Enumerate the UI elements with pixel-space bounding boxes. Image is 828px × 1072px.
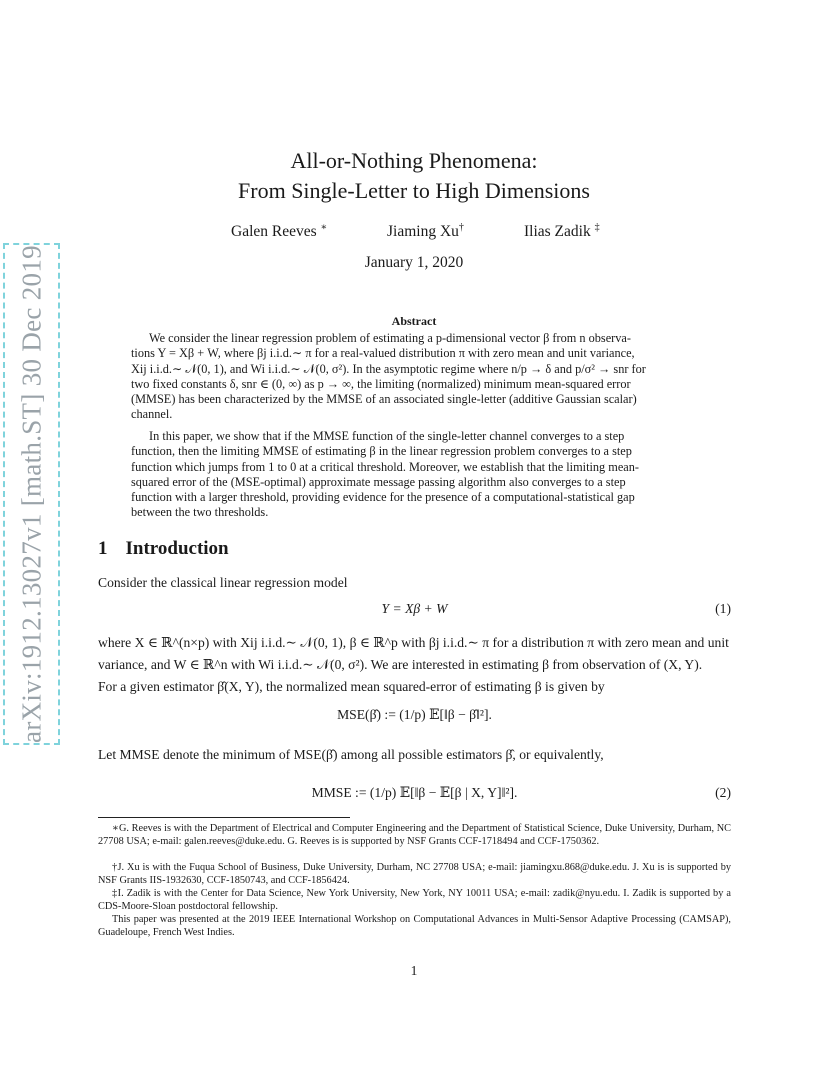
paper-title-line-2: From Single-Letter to High Dimensions [238, 178, 590, 203]
section-heading [98, 538, 229, 560]
abstract-p2-line: function with a larger threshold, providing evidence for the presence of a computational-statistical gap [131, 490, 635, 505]
abstract-paragraph-1 [131, 331, 699, 423]
footnote-4: This paper was presented at the 2019 IEEE International Workshop on Computational Advances in Multi-Sensor Adaptive Processing (CAMSAP), Guadeloupe, French West Indies. [98, 914, 731, 939]
section-number: 1 [98, 538, 108, 559]
abstract-p1-line: channel. [131, 407, 173, 422]
footnote-2: †J. Xu is with the Fuqua School of Business, Duke University, Durham, NC 27708 USA; e-mail: jiamingxu.868@duke.edu. J. Xu is is supported by NSF Grants IIS-1932630, CCF-1850743, and CCF-1856424. [98, 862, 731, 887]
mse-definition [98, 707, 731, 729]
equation-2 [98, 785, 731, 807]
abstract-p2-line: between the two thresholds. [131, 505, 269, 520]
abstract-p1-line: tions Y = Xβ + W, where βj i.i.d.∼ π for a real-valued distribution π with zero mean and unit variance, [131, 346, 635, 361]
equation-1-body: Y = Xβ + W [381, 601, 448, 616]
abstract-heading: Abstract [391, 314, 437, 328]
intro-p2-line: where X ∈ ℝ^(n×p) with Xij i.i.d.∼ 𝒩(0, 1), β ∈ ℝ^p with βj i.i.d.∼ π for a distribution π with zero mean and unit [98, 635, 729, 650]
mmse-definition-body: MMSE := (1/p) 𝔼[‖β − 𝔼[β | X, Y]‖²]. [311, 785, 518, 800]
page-number: 1 [410, 963, 418, 978]
author-1: Galen Reeves ∗ [231, 222, 328, 241]
mse-definition-body: MSE(β̂) := (1/p) 𝔼[‖β − β̂‖²]. [337, 707, 492, 722]
paper-date: January 1, 2020 [364, 254, 464, 271]
footnote-rule [98, 817, 350, 818]
intro-paragraph-1: Consider the classical linear regression model [98, 575, 348, 590]
equation-1-number: (1) [715, 601, 731, 616]
intro-p2-line: For a given estimator β̂(X, Y), the normalized mean squared-error of estimating β is given by [98, 679, 605, 694]
abstract-p2-line: function, then the limiting MMSE of estimating β in the linear regression problem converges to a step [131, 444, 632, 459]
author-3: Ilias Zadik ‡ [524, 222, 600, 241]
abstract-p2-line: squared error of the (MSE-optimal) approximate message passing algorithm also converges to a step [131, 474, 626, 489]
abstract-p1-line: two fixed constants δ, snr ∈ (0, ∞) as p → ∞, the limiting (normalized) minimum mean-squared error [131, 376, 631, 391]
equation-2-number: (2) [715, 785, 731, 800]
author-2: Jiaming Xu† [387, 222, 464, 241]
abstract-p2-line: In this paper, we show that if the MMSE function of the single-letter channel converges to a step [149, 429, 625, 443]
abstract-p2-line: function which jumps from 1 to 0 at a critical threshold. Moreover, we establish that the limiting mean- [131, 459, 639, 474]
paper-title-line-1: All-or-Nothing Phenomena: [290, 148, 538, 173]
footnote-3: ‡I. Zadik is with the Center for Data Science, New York University, New York, NY 10011 USA; e-mail: zadik@nyu.edu. I. Zadik is supported by a CDS-Moore-Sloan postdoctoral fellowship. [98, 888, 731, 913]
intro-p2-line: variance, and W ∈ ℝ^n with Wi i.i.d.∼ 𝒩(0, σ²). We are interested in estimating β from observation of (X, Y). [98, 657, 703, 672]
intro-paragraph-3: Let MMSE denote the minimum of MSE(β̂) among all possible estimators β̂, or equivalently, [98, 747, 604, 762]
abstract-p1-line: We consider the linear regression problem of estimating a p-dimensional vector β from n observa- [149, 331, 631, 345]
equation-1 [98, 601, 731, 621]
intro-paragraph-2 [98, 632, 731, 698]
abstract-paragraph-2 [131, 429, 699, 521]
section-title: Introduction [125, 538, 229, 559]
abstract-p1-line: Xij i.i.d.∼ 𝒩(0, 1), and Wi i.i.d.∼ 𝒩(0, σ²). In the asymptotic regime where n/p → δ and p/σ² → snr for [131, 361, 646, 376]
arxiv-identifier: arXiv:1912.13027v1 [math.ST] 30 Dec 2019 [16, 245, 46, 743]
abstract-p1-line: (MMSE) has been characterized by the MMSE of an associated single-letter (additive Gaussian scalar) [131, 392, 637, 407]
footnote-1: ∗G. Reeves is with the Department of Electrical and Computer Engineering and the Department of Statistical Science, Duke University, Durham, NC 27708 USA; e-mail: galen.reeves@duke.edu. G. Reeves is is supported by NSF Grants CCF-1718494 and CCF-1750362. [98, 823, 731, 848]
